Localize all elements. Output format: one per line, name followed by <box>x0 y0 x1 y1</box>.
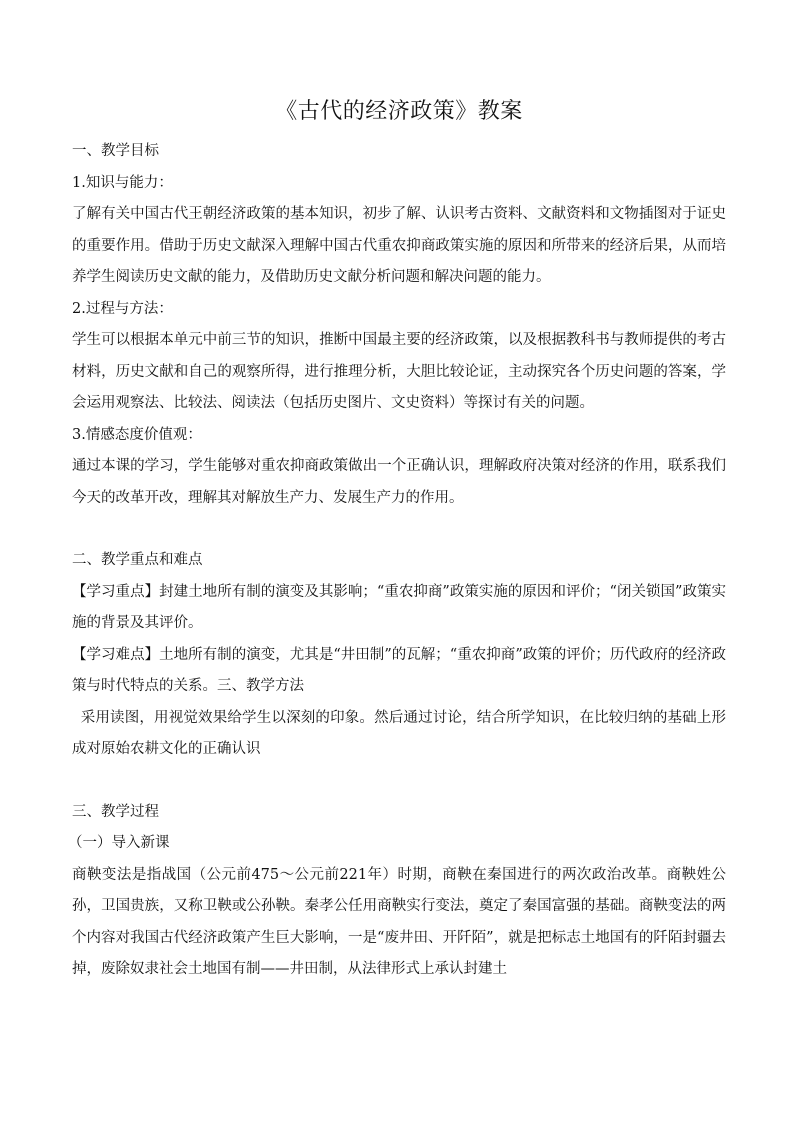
section-heading-keypoints: 二、教学重点和难点 <box>72 552 203 568</box>
subsection-heading-intro: （一）导入新课 <box>68 835 170 851</box>
paragraph-knowledge: 了解有关中国古代王朝经济政策的基本知识，初步了解、认识考古资料、文献资料和文物插图对于证史的重要作用。借助于历史文献深入理解中国古代重农抑商政策实施的原因和所带来的经济后果，从而培养学生阅读历史文献的能力，及借助历史文献分析问题和解决问题的能力。 <box>72 206 726 285</box>
item-heading-knowledge: 1.知识与能力： <box>72 174 173 191</box>
spacer <box>72 514 726 545</box>
item-heading-values: 3.情感态度价值观： <box>72 426 202 443</box>
paragraph-focus: 【学习重点】封建土地所有制的演变及其影响；“重农抑商”政策实施的原因和评价；“闭关锁国”政策实施的背景及其评价。 <box>72 583 726 631</box>
paragraph-process: 学生可以根据本单元中前三节的知识，推断中国最主要的经济政策，以及根据教科书与教师提供的考古材料，历史文献和自己的观察所得，进行推理分析，大胆比较论证，主动探究各个历史问题的答案，学会运用观察法、比较法、阅读法（包括历史图片、文史资料）等探讨有关的问题。 <box>72 332 726 411</box>
paragraph-intro: 商鞅变法是指战国（公元前475～公元前221年）时期，商鞅在秦国进行的两次政治改革。商鞅姓公孙，卫国贵族，又称卫鞅或公孙鞅。秦孝公任用商鞅实行变法，奠定了秦国富强的基础。商鞅变法的两个内容对我国古代经济政策产生巨大影响，一是“废井田、开阡陌”，就是把标志土地国有的阡陌封疆去掉，废除奴隶社会土地国有制——井田制，从法律形式上承认封建土 <box>72 866 726 977</box>
section-heading-objectives: 一、教学目标 <box>72 143 159 159</box>
spacer <box>72 766 726 797</box>
paragraph-method: 采用读图，用视觉效果给学生以深刻的印象。然后通过讨论，结合所学知识，在比较归纳的基础上形成对原始农耕文化的正确认识 <box>72 709 726 757</box>
paragraph-difficulty: 【学习难点】土地所有制的演变，尤其是“井田制”的瓦解；“重农抑商”政策的评价；历代政府的经济政策与时代特点的关系。三、教学方法 <box>72 646 726 694</box>
section-heading-process: 三、教学过程 <box>72 803 159 820</box>
document-title: 《古代的经济政策》教案 <box>275 99 523 124</box>
paragraph-values: 通过本课的学习，学生能够对重农抑商政策做出一个正确认识，理解政府决策对经济的作用，联系我们今天的改革开改，理解其对解放生产力、发展生产力的作用。 <box>72 458 726 506</box>
item-heading-process: 2.过程与方法： <box>72 300 173 317</box>
